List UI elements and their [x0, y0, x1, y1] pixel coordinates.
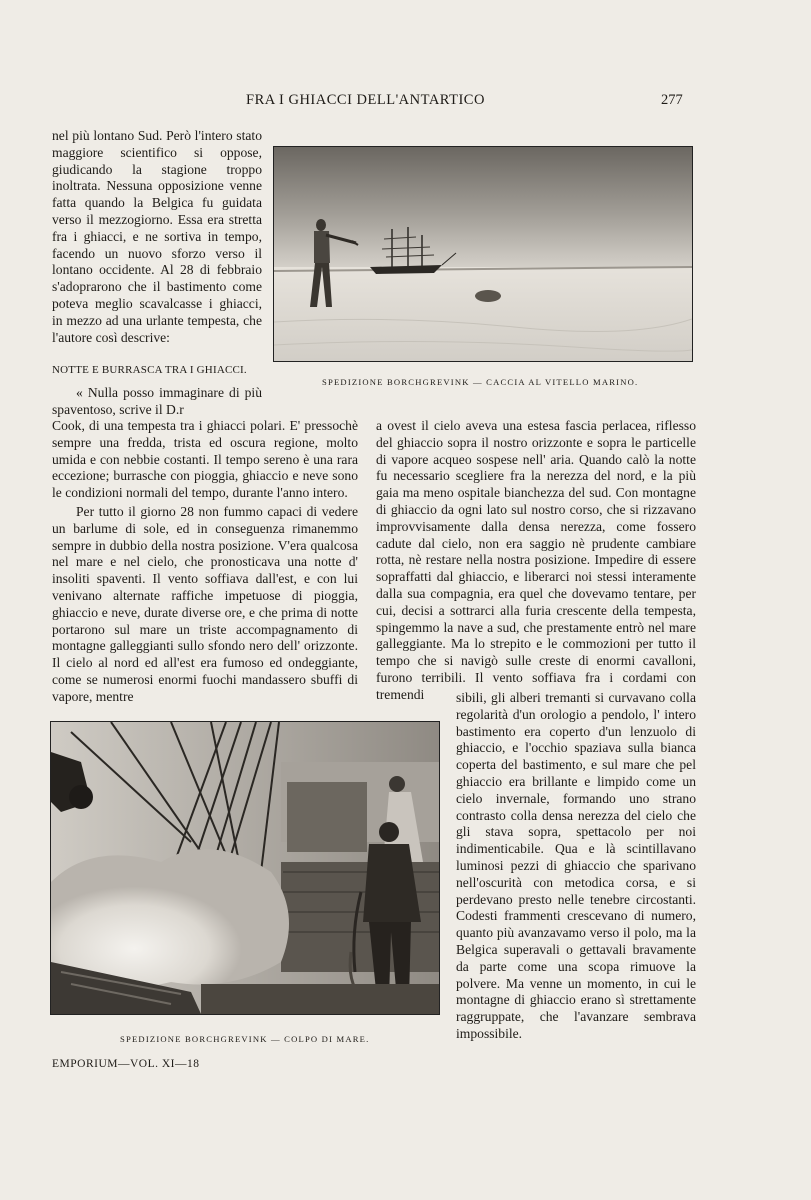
paragraph-right-1: a ovest il cielo aveva una estesa fascia perlacea, riflesso del ghiaccio sopra il nostro orizzonte e sopra le particelle di vapore acqueo sospese nell' aria. Quando calò la notte fu necessario scegliere fra la nerezza del nord, e la più gaia ma meno ospitale bianchezza del sud. Con montagne di ghiaccio da ogni lato sul nostro corso, che si rizzavano improvvisamente dalla densa nerezza, come fossero cadute dal cielo, non era saggio nè prudente cambiare rotta, nè restare nella nostra posizione. Impedire di essere sopraffatti dal ghiaccio, e liberarci noi stessi interamente dalla sua compagnia, era quel che dovevamo tentare, per cui, decisi a sottrarci alla furia crescente della tempesta, spingemmo la nave a sud, che prestamente entrò nel mare galleggiante. Ma lo strepito e le commozioni per tutto il tempo che si navigò sulle creste di enormi cavalloni, furono terribili. Il vento soffiava fra i cordami con tremendi [376, 418, 696, 702]
photo-sea-wave [50, 721, 440, 1015]
caption-seal-hunt: SPEDIZIONE BORCHGREVINK — CACCIA AL VITELLO MARINO. [322, 377, 639, 387]
column-right-narrow [456, 690, 696, 1043]
caption-sea-wave: SPEDIZIONE BORCHGREVINK — COLPO DI MARE. [120, 1034, 370, 1044]
footer-issue: EMPORIUM—VOL. XI—18 [52, 1058, 200, 1070]
paragraph-storm-2: Per tutto il giorno 28 non fummo capaci di vedere un barlume di sole, ed in conseguenza rimanemmo sempre in dubbio della nostra posizione. V'era qualcosa nel mare e nel cielo, che pronosticava una notte d' insoliti spaventi. Il vento soffiava dall'est, e con lui venivano alternate raffiche impetuose di pioggia, ghiaccio e neve, durate diverse ore, e che prima di notte portarono sul mare un triste accompagnamento di montagne galleggianti sullo sfondo nero dell' orizzonte. Il cielo al nord ed all'est era fumoso ed ondeggiante, come se numerosi enormi fuochi mandassero sbuffi di vapore, mentre [52, 503, 358, 704]
column-left-main [52, 418, 358, 706]
photo-seal-hunt [273, 146, 693, 362]
paragraph-storm-1: Cook, di una tempesta tra i ghiacci polari. E' pressochè sempre una fredda, trista ed oscura regione, molto umida e con nebbie costanti. Il tempo sereno è una rara eccezione; burrasche con pioggia, ghiaccio e neve sono le condizioni normali del tempo, durante l'anno intero. [52, 418, 358, 501]
page-number: 277 [661, 92, 683, 108]
paragraph-right-2: sibili, gli alberi tremanti si curvavano colla regolarità d'un orologio a pendolo, l' intero bastimento era coperto d'un lenzuolo di ghiaccio, e l'occhio spaziava sulla bianca coperta del bastimento, e sul mare che pel ghiaccio era brillante e limpido come un cielo invernale, formando uno strano contrasto colla densa nerezza del cielo che gli stava sopra, spettacolo per noi indimenticabile. Qua e là scintillavano luminosi pezzi di ghiaccio che sparivano nell'oscurità con metodica corsa, e si perdevano presto nelle tenebre circostanti. Codesti frammenti crescevano di numero, quanto più avanzavamo verso il polo, ma la Belgica superavali o gettavali bravamente da parte come una scopa rimuove la polvere. Ma venne un momento, in cui le montagne di ghiaccio erano sì strettamente raggruppate, che l'avanzare sembrava impossibile. [456, 690, 696, 1041]
running-title: FRA I GHIACCI DELL'ANTARTICO [246, 92, 485, 108]
section-heading: NOTTE E BURRASCA TRA I GHIACCI. [52, 364, 247, 376]
paragraph-intro: nel più lontano Sud. Però l'intero stato maggiore scientifico si oppose, giudicando la stagione troppo inoltrata. Nessuna opposizione venne fatta quando la Belgica fu guidata verso il mezzogiorno. Essa era stretta fra i ghiacci, e ne sortiva in tempo, facendo un nuovo sforzo verso il lontano occidente. Al 28 di febbraio s'adoprarono che il bastimento come poteva meglio scavalcasse i ghiacci, in mezzo ad una urlante tempesta, che l'autore così descrive: [52, 128, 262, 345]
column-left-top [52, 128, 262, 346]
paragraph-quote-start: « Nulla posso immaginare di più spaventoso, scrive il D.r [52, 385, 262, 417]
column-left-quote-start [52, 385, 262, 419]
sea-wave-illustration [51, 722, 439, 1014]
column-right-main [376, 418, 696, 704]
seal-hunt-illustration [274, 147, 692, 361]
